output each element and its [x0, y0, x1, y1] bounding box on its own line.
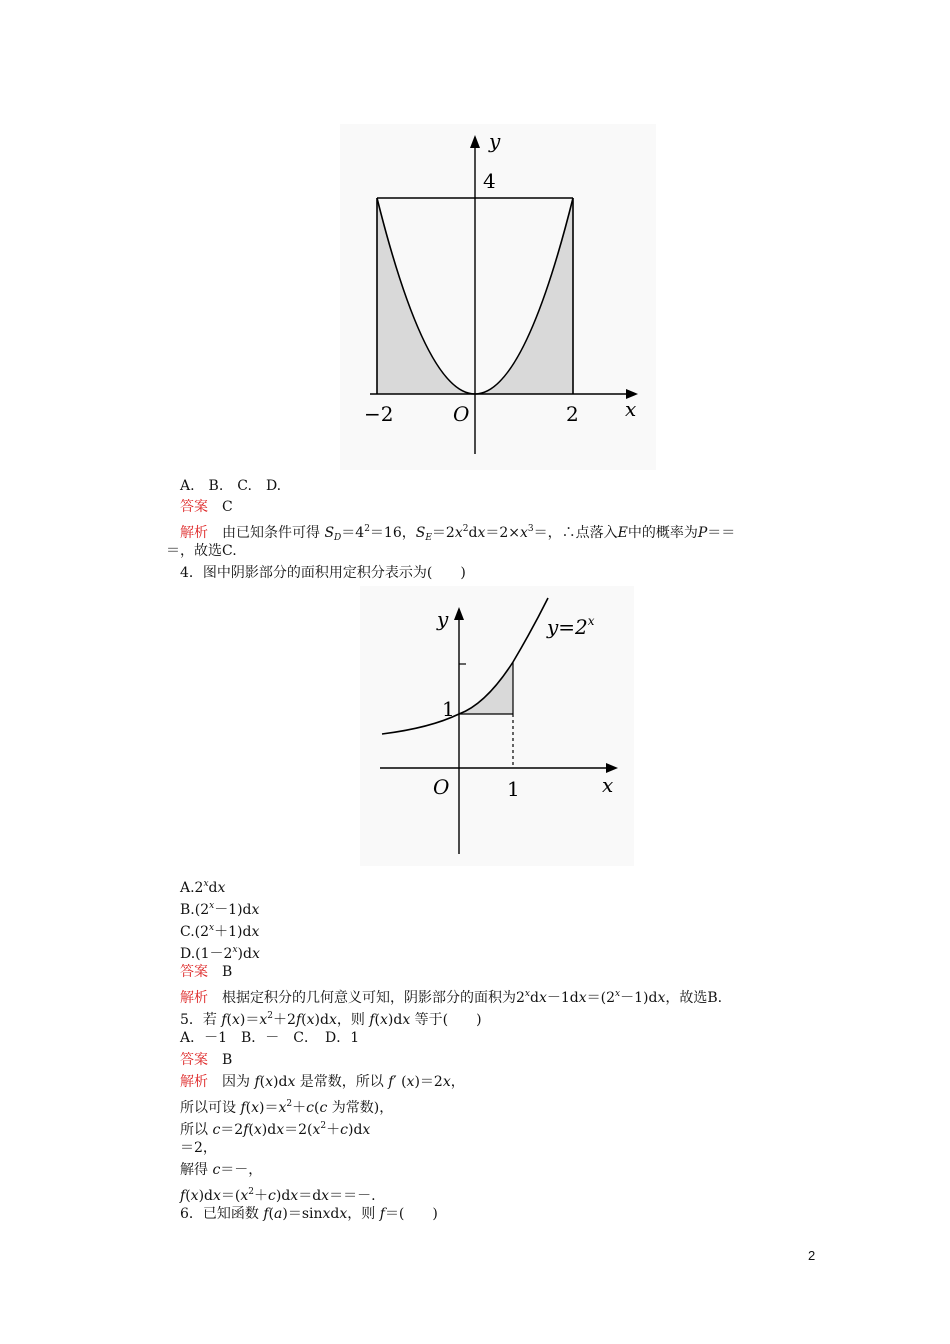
q6-stem: 6．已知函数 f(a)＝sinxdx，则 f＝( ) — [180, 1206, 438, 1222]
origin-label: O — [433, 775, 450, 799]
figure-parabola-svg — [340, 124, 656, 470]
q3-options: A. B. C. D. — [180, 478, 282, 494]
curve-label: $y=2^x$ — [547, 614, 595, 639]
x-tick-label-neg2: −2 — [364, 402, 394, 426]
q4-option-d: $D.(1-2^x)dx$ — [180, 945, 260, 962]
x-axis-label: x — [602, 773, 614, 797]
q5-analysis-line4: ＝2， — [180, 1140, 217, 1156]
q4-option-c: $C.(2^x+1)dx$ — [180, 923, 260, 940]
q3-answer — [180, 497, 233, 517]
q4-analysis: 解析 根据定积分的几何意义可知，阴影部分的面积为$2^xdx-1dx=(2^x-1)dx$，故选B. — [180, 989, 723, 1006]
analysis-label: 解析 — [180, 990, 208, 1006]
y-axis-arrow — [454, 607, 464, 620]
shaded-region-right — [475, 198, 573, 394]
y-intercept-label: 1 — [442, 697, 455, 721]
q5-analysis-line1: 解析 因为 f(x)dx 是常数，所以 f′ (x)＝2x， — [180, 1074, 465, 1090]
figure-exponential-svg — [360, 586, 634, 866]
answer-label: 答案 — [180, 499, 208, 515]
x-tick-label-1: 1 — [507, 777, 520, 801]
shaded-region — [459, 662, 513, 714]
analysis-label: 解析 — [180, 1074, 208, 1090]
x-axis-arrow — [606, 763, 618, 773]
answer-value: B — [222, 964, 233, 980]
answer-value: C — [222, 499, 233, 515]
answer-label: 答案 — [180, 964, 208, 980]
y-axis-arrow — [470, 135, 480, 148]
q4-stem: 4．图中阴影部分的面积用定积分表示为( ) — [180, 565, 466, 581]
q4-answer — [180, 962, 232, 982]
shaded-region-left — [377, 198, 475, 394]
answer-value: B — [222, 1052, 233, 1068]
q5-analysis-line3: 所以 $c=2f(x)dx=2(x^2+c)dx$ — [180, 1121, 371, 1138]
x-tick-label-2: 2 — [566, 402, 579, 426]
origin-label: O — [453, 402, 470, 426]
figure-parabola — [340, 124, 656, 470]
x-axis-label: x — [625, 397, 637, 421]
q5-stem: 5．若 $f(x)=x^2+2f(x)dx$，则 f(x)dx 等于( ) — [180, 1011, 482, 1028]
q5-analysis-line2: 所以可设 $f(x)=x^2+c(c$ 为常数)， — [180, 1099, 394, 1116]
q5-options: A．－1 B．－ C． D．1 — [180, 1030, 360, 1046]
analysis-label: 解析 — [180, 525, 208, 541]
y-axis-label: y — [489, 129, 501, 153]
answer-label: 答案 — [180, 1052, 208, 1068]
q5-analysis-line5: 解得 c＝－， — [180, 1162, 263, 1178]
y-axis-label: y — [437, 607, 449, 631]
y-tick-label-4: 4 — [483, 169, 496, 193]
q5-analysis-line6: $f(x)dx=(x^2+c)dx=dx==-$. — [180, 1187, 376, 1204]
q5-answer — [180, 1050, 232, 1070]
figure-exponential — [360, 586, 634, 866]
q4-option-a: A.2$^x$dx — [180, 879, 226, 896]
page-number: 2 — [808, 1248, 816, 1263]
q3-analysis-line1: 解析 由已知条件可得 $S_D=4^2=16$，$S_E=2x^2dx=2\times x^3=$，∴点落入E中的概率为P＝＝ — [180, 524, 736, 543]
q3-analysis-line2: ＝，故选C. — [166, 543, 237, 559]
q4-option-b: $B.(2^x-1)dx$ — [180, 901, 260, 918]
